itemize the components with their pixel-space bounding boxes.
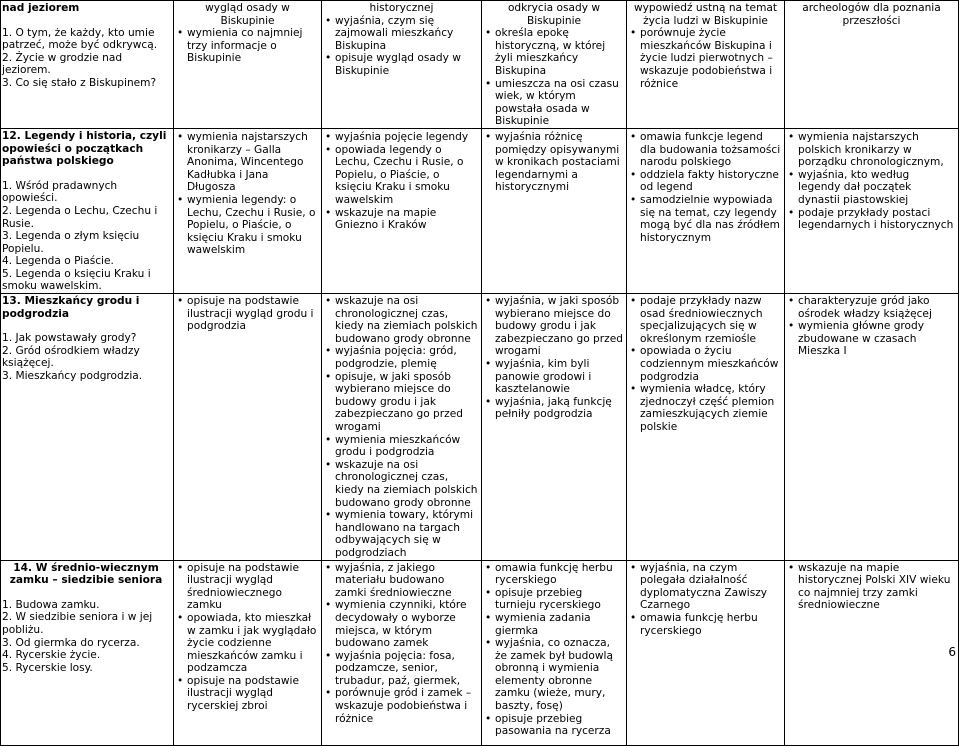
requirements-cell (482, 1, 627, 129)
requirements-cell (322, 128, 482, 293)
topic-cell (1, 294, 174, 560)
requirements-cell (785, 128, 959, 293)
lesson-subtopic: 2. W siedzibie seniora i w jej pobliżu. (2, 611, 153, 636)
requirement-list (788, 131, 955, 232)
table-row (1, 128, 959, 293)
requirement-list (485, 131, 623, 194)
requirement-list (630, 295, 781, 434)
requirement-item: • wyjaśnia, na czym polegała działalność dyplomatyczna Zawiszy Czarnego (640, 562, 781, 612)
requirements-cell (174, 560, 322, 745)
topic-cell (1, 128, 174, 293)
requirement-item: • określa epokę historyczną, w której żyli mieszkańcy Biskupina (495, 27, 623, 77)
lesson-subtopic: 5. Legenda o księciu Kraku i smoku wawelskim. (2, 267, 151, 293)
lesson-subtopic (2, 168, 170, 180)
requirement-list (177, 562, 318, 713)
requirement-list (325, 562, 478, 726)
requirement-item: • wyjaśnia pojęcia: fosa, podzamcze, senior, trubadur, paź, giermek, (335, 650, 478, 688)
topic-cell (1, 1, 174, 129)
requirement-item: • wymienia najstarszych kronikarzy – Galla Anonima, Wincentego Kadłubka i Jana Długosza (187, 131, 318, 194)
requirement-item: • omawia funkcje legend dla budowania tożsamości narodu polskiego (640, 131, 781, 169)
lesson-title: 14. W średnio-wiecznym zamku – siedzibie seniora (9, 561, 163, 587)
lesson-subtopic (2, 15, 170, 27)
lesson-subtopic: 3. Od giermka do rycerza. (2, 636, 140, 649)
requirement-list (485, 295, 623, 421)
requirement-item: • wyjaśnia, z jakiego materiału budowano zamki średniowieczne (335, 562, 478, 600)
requirement-list (788, 295, 955, 358)
requirement-item: • wymienia mieszkańców grodu i podgrodzia (335, 434, 478, 459)
requirement-item: • wskazuje na osi chronologicznej czas, kiedy na ziemiach polskich budowano grody obronne (335, 295, 478, 345)
requirement-list (325, 131, 478, 232)
requirements-cell (174, 294, 322, 560)
requirement-item: • wyjaśnia, kim byli panowie grodowi i kasztelanowie (495, 358, 623, 396)
requirement-item: • wyjaśnia pojęcie legendy (335, 131, 478, 144)
requirement-item: • opisuje wygląd osady w Biskupinie (335, 52, 478, 77)
requirements-cell (322, 1, 482, 129)
requirement-item: • wymienia co najmniej trzy informacje o Biskupinie (187, 27, 318, 65)
requirement-item: • umieszcza na osi czasu wiek, w którym powstała osada w Biskupinie (495, 78, 623, 128)
requirement-item: • wyjaśnia, czym się zajmowali mieszkańcy Biskupina (335, 15, 478, 53)
lesson-subtopic: 2. Gród ośrodkiem władzy książęcej. (2, 344, 140, 370)
lesson-subtopic: 3. Legenda o złym księciu Popielu. (2, 230, 140, 255)
requirement-item: • wymienia legendy: o Lechu, Czechu i Rusie, o Popielu, o Piaście, o księciu Kraku i smoku wawelskim (187, 194, 318, 257)
lesson-title: 12. Legendy i historia, czyli opowieści o początkach państwa polskiego (2, 129, 167, 168)
requirement-item: • omawia funkcję herbu rycerskiego (495, 562, 623, 587)
lesson-subtopic: 1. Jak powstawały grody? (2, 332, 137, 345)
lesson-subtopic (2, 587, 170, 599)
requirements-cell (785, 560, 959, 745)
requirement-item: • charakteryzuje gród jako ośrodek władzy książęcej (798, 295, 955, 320)
requirements-cell (482, 560, 627, 745)
requirements-cell (322, 560, 482, 745)
requirement-list (485, 27, 623, 128)
requirement-list (325, 295, 478, 559)
requirement-item: • wyjaśnia, w jaki sposób wybierano miejsce do budowy grodu i jak zabezpieczano go przed wrogami (495, 295, 623, 358)
lesson-subtopic: 5. Rycerskie losy. (2, 661, 93, 674)
requirements-cell (627, 560, 785, 745)
requirement-item: • podaje przykłady nazw osad średniowiecznych specjalizujących się w określonym rzemiośle (640, 295, 781, 345)
topic-cell (1, 560, 174, 745)
requirement-list (485, 562, 623, 738)
lesson-subtopic: 1. Budowa zamku. (2, 598, 100, 611)
requirement-item: • opisuje, w jaki sposób wybierano miejsce do budowy grodu i jak zabezpieczano go przed wrogami (335, 371, 478, 434)
requirements-cell (785, 294, 959, 560)
requirement-item: • wymienia najstarszych polskich kronikarzy w porządku chronologicznym, (798, 131, 955, 169)
continued-text: wygląd osady w Biskupinie (205, 2, 290, 27)
requirement-item: • wskazuje na mapie historycznej Polski XIV wieku co najmniej trzy zamki średniowieczne (798, 562, 955, 612)
lesson-title: 13. Mieszkańcy grodu i podgrodzia (2, 295, 140, 320)
lesson-subtopic: 1. Wśród pradawnych opowieści. (2, 179, 118, 205)
requirement-item: • opowiada legendy o Lechu, Czechu i Rusie, o Popielu, o Piaście, o księciu Kraku i smoku wawelskim (335, 144, 478, 207)
requirement-item: • wskazuje na osi chronologicznej czas, kiedy na ziemiach polskich budowano grody obronne (335, 459, 478, 509)
continued-text: odkrycia osady w Biskupinie (507, 2, 601, 27)
requirement-item: • opowiada, kto mieszkał w zamku i jak wyglądało życie codzienne mieszkańców zamku i podzamcza (187, 612, 318, 675)
requirement-item: • opisuje przebieg turnieju rycerskiego (495, 587, 623, 612)
requirement-list (630, 562, 781, 638)
requirement-list (177, 131, 318, 257)
requirements-cell (627, 1, 785, 129)
table-row (1, 294, 959, 560)
requirement-item: • wymienia główne grody zbudowane w czasach Mieszka I (798, 320, 955, 358)
lesson-subtopic: 2. Życie w grodzie nad jeziorem. (2, 51, 123, 77)
requirements-cell (174, 128, 322, 293)
requirements-cell (627, 128, 785, 293)
requirement-list (177, 295, 318, 333)
requirements-cell (785, 1, 959, 129)
requirement-item: • wskazuje na mapie Gniezno i Kraków (335, 207, 478, 232)
requirement-list (177, 27, 318, 65)
requirement-item: • omawia funkcję herbu rycerskiego (640, 612, 781, 637)
lesson-subtopic: 4. Legenda o Piaście. (2, 255, 114, 268)
requirements-cell (627, 294, 785, 560)
requirement-item: • wyjaśnia różnicę pomiędzy opisywanymi w kronikach postaciami legendarnymi a historycznymi (495, 131, 623, 194)
lesson-subtopic: 2. Legenda o Lechu, Czechu i Rusie. (2, 204, 158, 230)
requirement-item: • oddziela fakty historyczne od legend (640, 169, 781, 194)
requirement-list (630, 27, 781, 90)
requirement-item: • opowiada o życiu codziennym mieszkańców podgrodzia (640, 345, 781, 383)
continued-text: historycznej (369, 2, 434, 14)
requirement-item: • wyjaśnia, jaką funkcję pełniły podgrodzia (495, 396, 623, 421)
requirements-cell (482, 294, 627, 560)
requirement-item: • wyjaśnia, co oznacza, że zamek był budowlą obronną i wymienia elementy obronne zamku (wieże, mury, baszty, fosę) (495, 637, 623, 713)
table-row (1, 560, 959, 745)
lesson-subtopic (2, 320, 170, 332)
requirement-item: • porównuje życie mieszkańców Biskupina i życie ludzi pierwotnych – wskazuje podobieństwa i różnice (640, 27, 781, 90)
requirement-item: • opisuje na podstawie ilustracji wygląd grodu i podgrodzia (187, 295, 318, 333)
lesson-subtopic: 3. Co się stało z Biskupinem? (2, 76, 157, 89)
lesson-title: nad jeziorem (2, 2, 80, 14)
requirement-item: • wymienia czynniki, które decydowały o wyborze miejsca, w którym budowano zamek (335, 599, 478, 649)
requirements-cell (174, 1, 322, 129)
requirement-item: • podaje przykłady postaci legendarnych i historycznych (798, 207, 955, 232)
requirements-cell (322, 294, 482, 560)
table-row (1, 1, 959, 129)
requirement-item: • porównuje gród i zamek – wskazuje podobieństwa i różnice (335, 687, 478, 725)
requirement-list (325, 15, 478, 78)
requirement-item: • opisuje na podstawie ilustracji wygląd rycerskiej zbroi (187, 675, 318, 713)
requirement-item: • opisuje przebieg pasowania na rycerza (495, 713, 623, 738)
requirement-item: • wymienia zadania giermka (495, 612, 623, 637)
requirement-item: • wyjaśnia pojęcia: gród, podgrodzie, plemię (335, 345, 478, 370)
requirement-item: • wyjaśnia, kto według legendy dał początek dynastii piastowskiej (798, 169, 955, 207)
lesson-subtopic: 1. O tym, że każdy, kto umie patrzeć, może być odkrywcą. (2, 26, 158, 52)
requirements-cell (482, 128, 627, 293)
requirement-item: • wymienia władcę, który zjednoczył część plemion zamieszkujących ziemie polskie (640, 383, 781, 433)
lesson-subtopic: 3. Mieszkańcy podgrodzia. (2, 370, 143, 383)
continued-text: wypowiedź ustną na temat życia ludzi w Biskupinie (633, 2, 778, 27)
requirement-item: • opisuje na podstawie ilustracji wygląd średniowiecznego zamku (187, 562, 318, 612)
requirement-list (788, 562, 955, 612)
requirement-list (630, 131, 781, 244)
lesson-subtopic: 4. Rycerskie życie. (2, 649, 101, 662)
continued-text: archeologów dla poznania przeszłości (802, 2, 941, 27)
requirement-item: • wymienia towary, którymi handlowano na targach odbywających się w podgrodziach (335, 509, 478, 559)
requirement-item: • samodzielnie wypowiada się na temat, czy legendy mogą być dla nas źródłem historycznym (640, 194, 781, 244)
page-number: 6 (948, 645, 956, 659)
